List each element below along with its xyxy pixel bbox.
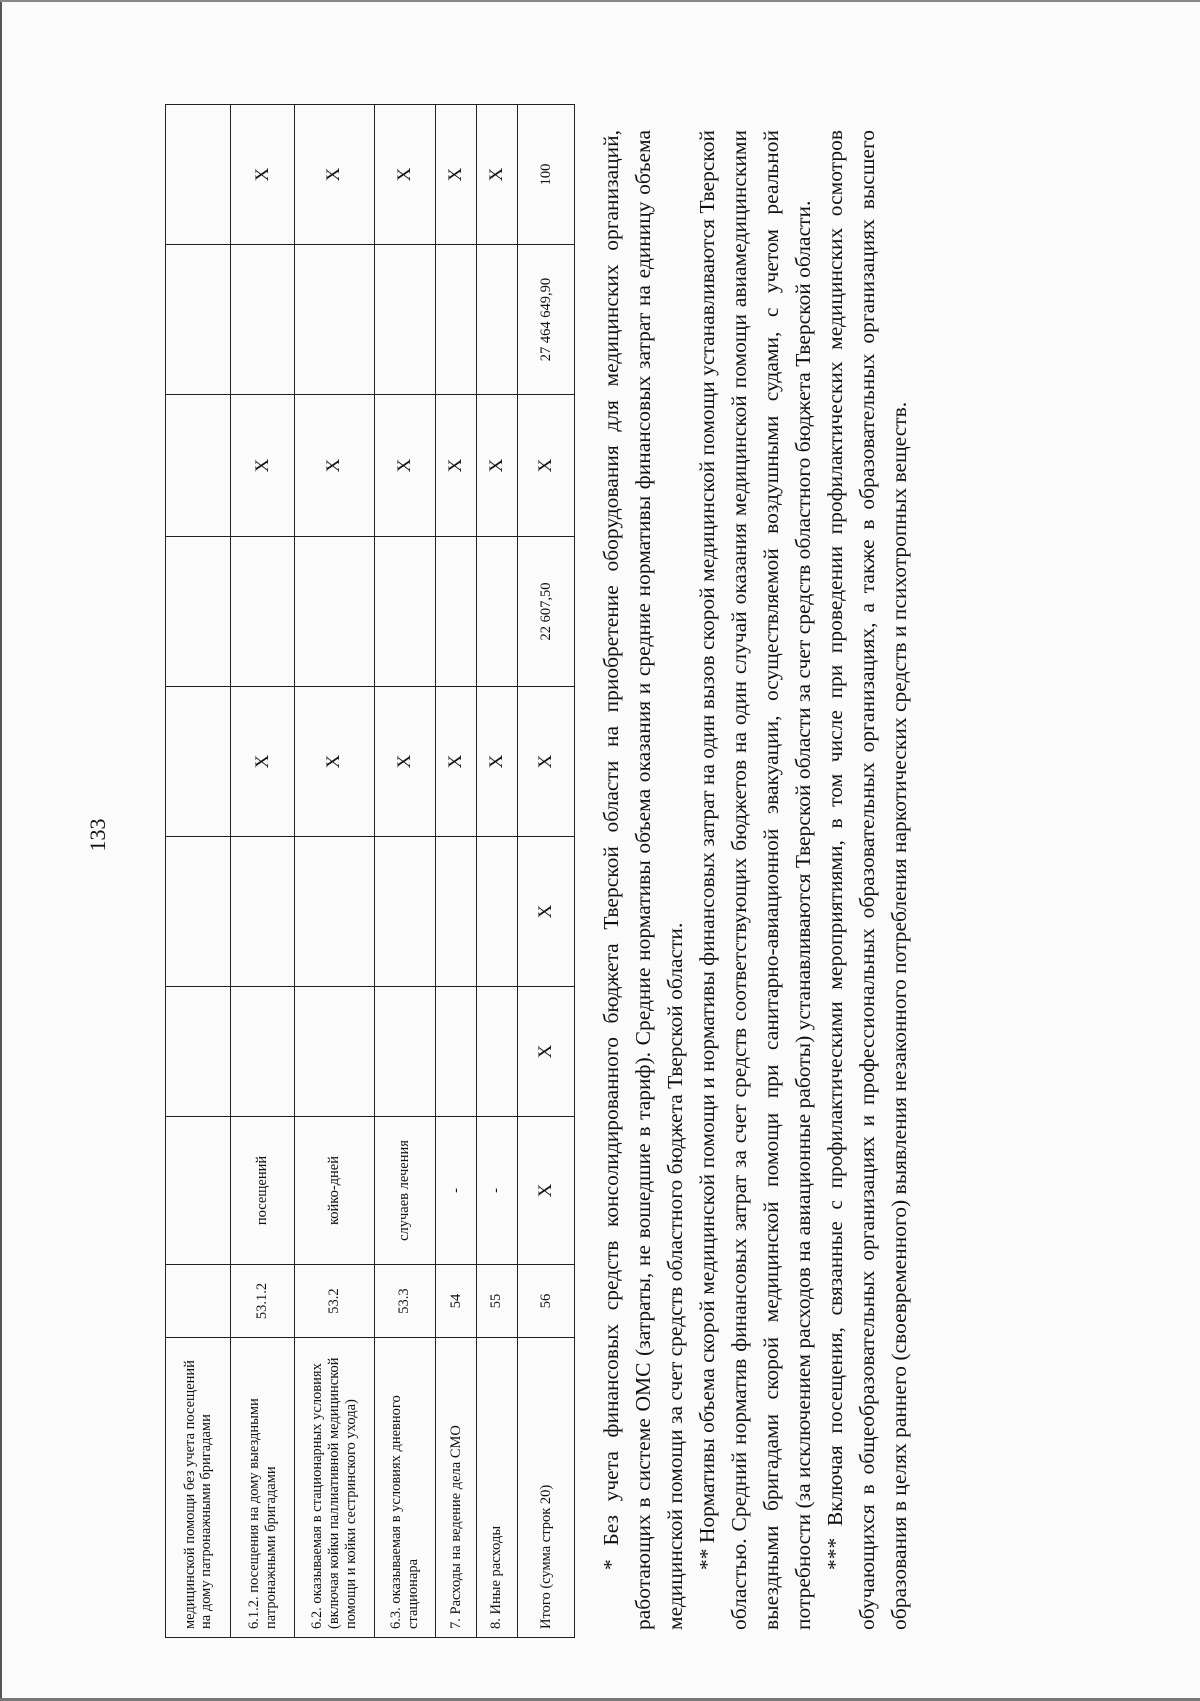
cell-c10: Х xyxy=(476,105,517,245)
cell-c7 xyxy=(374,537,435,687)
table-row xyxy=(374,105,435,1638)
page-number: 133 xyxy=(85,818,110,852)
cell-c8: Х xyxy=(476,395,517,537)
cell-c5 xyxy=(435,837,476,987)
cell-c8: Х xyxy=(294,395,374,537)
cell-c4 xyxy=(166,987,231,1117)
cell-c10: Х xyxy=(435,105,476,245)
cell-c4 xyxy=(231,987,294,1117)
cell-row-no: 54 xyxy=(435,1265,476,1338)
cell-name: 6.3. оказываемая в условиях дневного стационара xyxy=(374,1338,435,1638)
cell-c5 xyxy=(476,837,517,987)
table-row xyxy=(476,105,517,1638)
data-table xyxy=(165,104,575,1638)
cell-c5: Х xyxy=(517,837,574,987)
cell-c9: 27 464 649,90 xyxy=(517,245,574,395)
cell-unit: койко-дней xyxy=(294,1117,374,1265)
scan-edge-top xyxy=(0,0,1200,2)
cell-c9 xyxy=(294,245,374,395)
cell-row-no: 53.3 xyxy=(374,1265,435,1338)
table-row xyxy=(166,105,231,1638)
cell-c8: Х xyxy=(374,395,435,537)
footnote-3: *** Включая посещения, связанные с профилактическими мероприятиями, в том числе при проведении профилактических медицинских осмотров обучающихся в общеобразовательных организациях и профессиональных образовательных организациях, а также в образовательных организациях высшего образования в целях раннего (своевременного) выявления незаконного потребления наркотических средств и психотропных веществ. xyxy=(823,130,911,1630)
cell-name: 6.2. оказываемая в стационарных условиях (включая койки паллиативной медицинской помощи и койки сестринского ухода) xyxy=(294,1338,374,1638)
rotated-content xyxy=(85,100,1105,1650)
cell-unit: Х xyxy=(517,1117,574,1265)
cell-row-no xyxy=(166,1265,231,1338)
cell-c6 xyxy=(166,687,231,837)
cell-c7 xyxy=(435,537,476,687)
cell-c8: Х xyxy=(435,395,476,537)
cell-c6: Х xyxy=(517,687,574,837)
cell-c6: Х xyxy=(231,687,294,837)
cell-c6: Х xyxy=(476,687,517,837)
cell-c4 xyxy=(476,987,517,1117)
cell-c9 xyxy=(476,245,517,395)
footnote-1: * Без учета финансовых средств консолидированного бюджета Тверской области на приобретение оборудования для медицинских организаций, работающих в системе ОМС (затраты, не вошедшие в тариф). Средние нормативы объема оказания и средние нормативы финансовых затрат на единицу объема медицинской помощи за счет средств областного бюджета Тверской области. xyxy=(599,130,687,1630)
cell-c8: Х xyxy=(517,395,574,537)
cell-c8: Х xyxy=(231,395,294,537)
cell-c5 xyxy=(294,837,374,987)
cell-c9 xyxy=(231,245,294,395)
cell-unit: случаев лечения xyxy=(374,1117,435,1265)
cell-c6: Х xyxy=(294,687,374,837)
cell-name: 7. Расходы на ведение дела СМО xyxy=(435,1338,476,1638)
cell-c7 xyxy=(166,537,231,687)
cell-c10: Х xyxy=(374,105,435,245)
table-row xyxy=(517,105,574,1638)
cell-c10: Х xyxy=(231,105,294,245)
cell-c9 xyxy=(435,245,476,395)
cell-c4 xyxy=(435,987,476,1117)
cell-c7 xyxy=(231,537,294,687)
cell-c10: Х xyxy=(294,105,374,245)
cell-c6: Х xyxy=(435,687,476,837)
table-row xyxy=(294,105,374,1638)
cell-c4: Х xyxy=(517,987,574,1117)
cell-c6: Х xyxy=(374,687,435,837)
footnotes xyxy=(595,130,915,1630)
cell-c5 xyxy=(231,837,294,987)
cell-row-no: 56 xyxy=(517,1265,574,1338)
cell-row-no: 53.1.2 xyxy=(231,1265,294,1338)
cell-c7 xyxy=(294,537,374,687)
cell-row-no: 55 xyxy=(476,1265,517,1338)
cell-name: Итого (сумма строк 20) xyxy=(517,1338,574,1638)
cell-unit: посещений xyxy=(231,1117,294,1265)
cell-c5 xyxy=(166,837,231,987)
cell-c10: 100 xyxy=(517,105,574,245)
cell-c7 xyxy=(476,537,517,687)
cell-c5 xyxy=(374,837,435,987)
cell-unit xyxy=(166,1117,231,1265)
cell-c8 xyxy=(166,395,231,537)
cell-c4 xyxy=(294,987,374,1117)
cell-unit: - xyxy=(435,1117,476,1265)
table-row xyxy=(231,105,294,1638)
cell-name: медицинской помощи без учета посещений на дому патронажными бригадами xyxy=(166,1338,231,1638)
cell-c9 xyxy=(166,245,231,395)
scan-edge-left xyxy=(0,0,2,1701)
cell-c4 xyxy=(374,987,435,1117)
cell-c7: 22 607,50 xyxy=(517,537,574,687)
cell-c9 xyxy=(374,245,435,395)
cell-c10 xyxy=(166,105,231,245)
cell-unit: - xyxy=(476,1117,517,1265)
footnote-2: ** Нормативы объема скорой медицинской помощи и нормативы финансовых затрат на один вызов скорой медицинской помощи устанавливаются Тверской областью. Средний норматив финансовых затрат за счет средств соответствующих бюджетов на один случай оказания медицинской помощи авиамедицинскими выездными бригадами скорой медицинской помощи при санитарно-авиационной эвакуации, осуществляемой воздушными судами, с учетом реальной потребности (за исключением расходов на авиационные работы) устанавливаются Тверской области за счет средств областного бюджета Тверской области. xyxy=(695,130,815,1630)
table-row xyxy=(435,105,476,1638)
cell-row-no: 53.2 xyxy=(294,1265,374,1338)
cell-name: 6.1.2. посещения на дому выездными патронажными бригадами xyxy=(231,1338,294,1638)
cell-name: 8. Иные расходы xyxy=(476,1338,517,1638)
